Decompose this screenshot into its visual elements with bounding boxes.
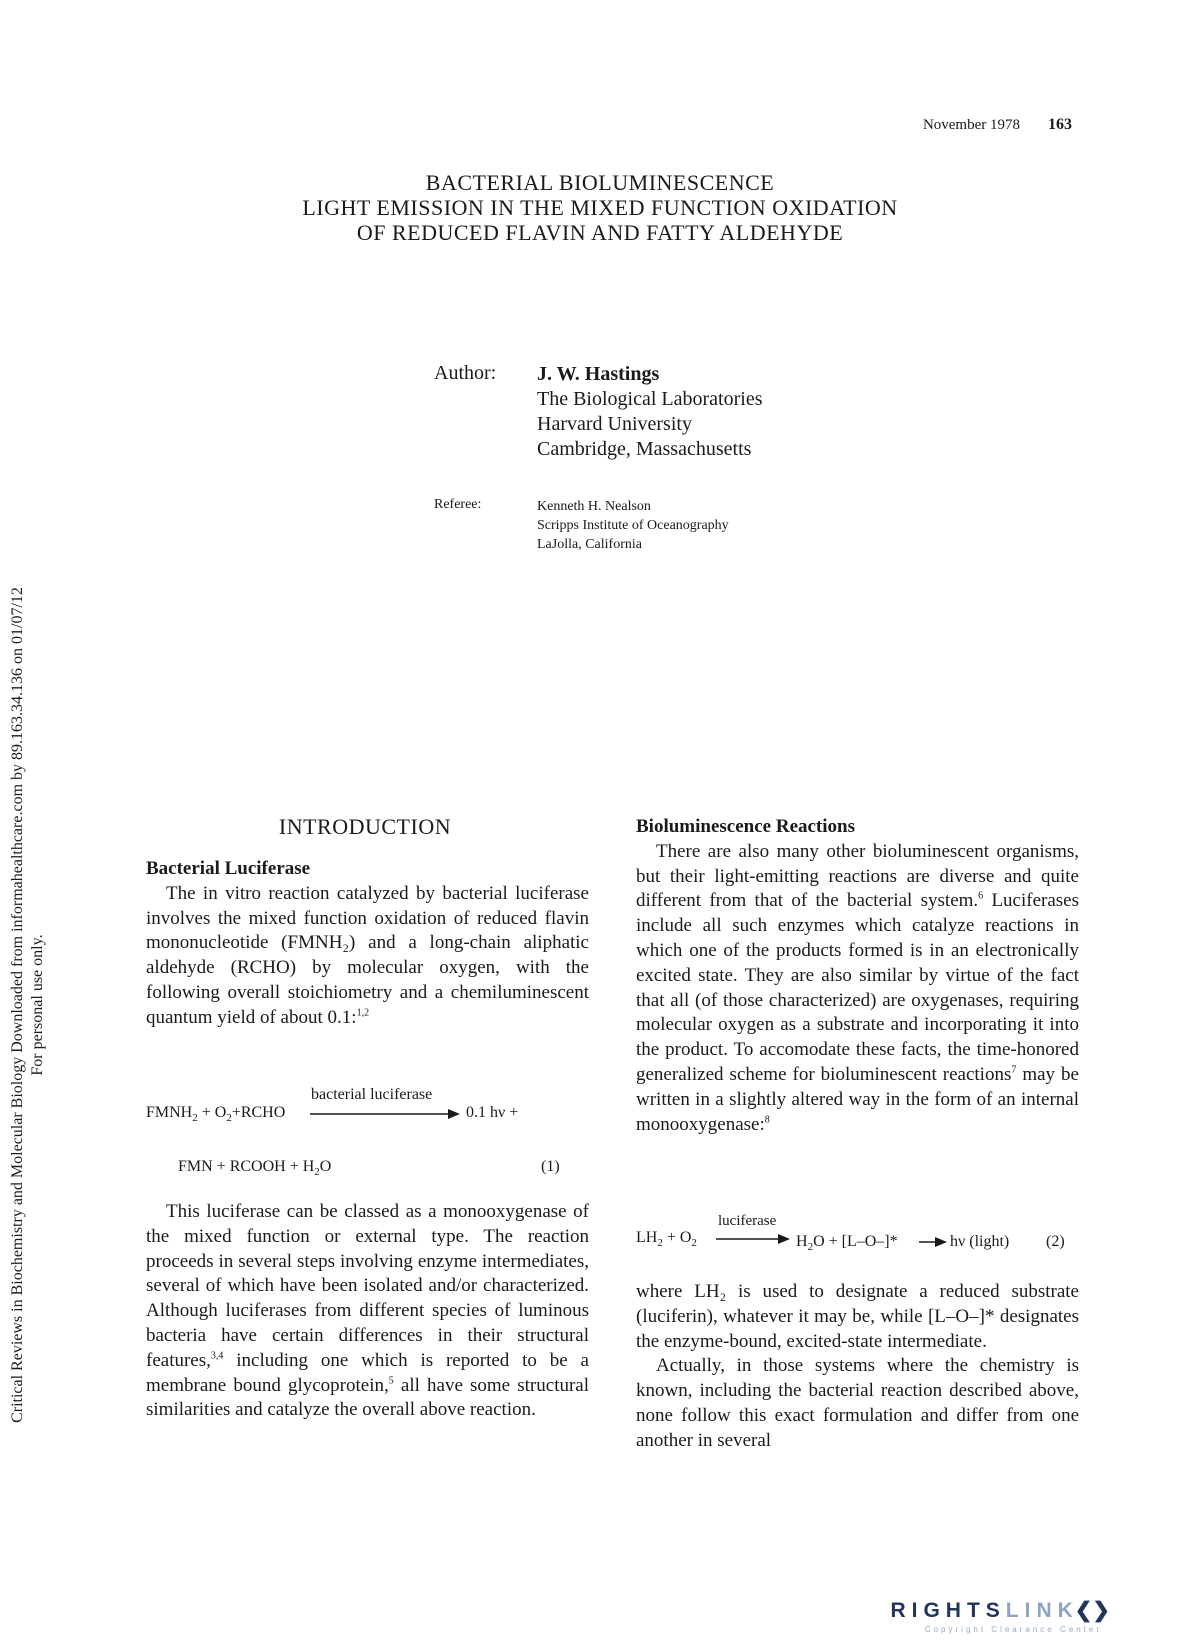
eq2-reaction-arrow: [716, 1231, 792, 1247]
subheading-bacterial-luciferase: Bacterial Luciferase: [146, 858, 311, 879]
title-line-2: LIGHT EMISSION IN THE MIXED FUNCTION OXIDATION: [302, 195, 898, 220]
title-line-1: BACTERIAL BIOLUMINESCENCE: [425, 170, 775, 195]
equation-2: [636, 1215, 1080, 1259]
bioluminescence-column-bottom: [636, 1280, 1079, 1454]
referee-block: [537, 497, 729, 554]
eq1-catalyst-label: bacterial luciferase: [311, 1086, 433, 1103]
author-name: J. W. Hastings: [537, 363, 660, 385]
watermark-line-1: Critical Reviews in Biochemistry and Molecular Biology Downloaded from informahealthcare.com by 89.163.34.136 on 01/07/12: [9, 587, 26, 1423]
intro-column-top: [146, 857, 589, 1031]
subheading-bioluminescence-reactions: Bioluminescence Reactions: [636, 816, 856, 837]
download-watermark: [8, 385, 56, 1625]
referee-affiliation-1: Scripps Institute of Oceanography: [537, 518, 729, 533]
author-affiliation-3: Cambridge, Massachusetts: [537, 438, 752, 460]
eq1-reactants: $FMNH_2$ + $O_2+RCHO$: [146, 1104, 286, 1125]
eq2-products: $H_2O + [L-O-]*$: [796, 1233, 898, 1254]
eq2-emission-arrow: [919, 1234, 949, 1250]
article-title: [0, 170, 1200, 245]
eq1-product-light: 0.1 hν +: [466, 1104, 519, 1121]
eq2-number: (2): [1046, 1233, 1065, 1250]
eq1-reaction-arrow: [310, 1106, 462, 1122]
bio-paragraph-2: where LH₂ is used to designate a reduced substrate (luciferin), whatever it may be, while [L–O–]* designates the enzyme-bound, excited-state intermediate.: [636, 1281, 1079, 1352]
bioluminescence-column-top: [636, 815, 1079, 1137]
eq2-light-product: hν (light): [950, 1233, 1010, 1250]
author-label: Author:: [434, 362, 497, 384]
eq1-number: (1): [541, 1158, 560, 1175]
eq2-reactants: $LH_2 + O_2$: [636, 1229, 697, 1250]
section-heading-introduction: INTRODUCTION: [278, 814, 452, 839]
intro-paragraph-1: The in vitro reaction catalyzed by bacterial luciferase involves the mixed function oxidation of reduced flavin mononucleotide (FMNH₂) and a long-chain aliphatic aldehyde (RCHO) by molecular oxygen, with the following overall stoichiometry and a chemiluminescent quantum yield of about 0.1:$^{1,2}$: [146, 882, 589, 1028]
rightslink-logo[interactable]: RIGHTSLINK❮❯: [890, 1599, 1110, 1622]
eq2-catalyst-label: luciferase: [718, 1213, 777, 1229]
page-number: 163: [1048, 116, 1072, 133]
referee-label: Referee:: [434, 497, 482, 512]
title-line-3: OF REDUCED FLAVIN AND FATTY ALDEHYDE: [356, 220, 844, 245]
bio-paragraph-1: There are also many other bioluminescent organisms, but their light-emitting reactions are diverse and quite different from that of the bacterial system.$^6$ Luciferases include all such enzymes which catalyze reactions in which one of the products formed is in an electronically excited state. They are also similar by virtue of the fact that all (of those characterized) are oxygenases, requiring molecular oxygen as a substrate and incorporating it into the product. To accomodate these facts, the time-honored generalized scheme for bioluminescent reactions$^7$ may be written in a slightly altered way in the form of an internal monooxygenase:$^8$: [636, 840, 1079, 1135]
author-block: [537, 362, 762, 462]
referee-affiliation-2: LaJolla, California: [537, 537, 642, 552]
rightslink-tagline: Copyright Clearance Center: [924, 1625, 1102, 1634]
intro-column-bottom: [146, 1200, 589, 1423]
watermark-line-2: For personal use only.: [29, 934, 46, 1076]
citation-superscript: 1,2: [356, 1007, 370, 1019]
referee-name: Kenneth H. Nealson: [537, 499, 651, 514]
eq1-products: FMN + RCOOH + $H_2O$: [178, 1158, 332, 1179]
issue-date: November 1978: [922, 117, 1020, 133]
rightslink-arrow-icon: ❮❯: [1074, 1599, 1110, 1622]
author-affiliation-1: The Biological Laboratories: [537, 388, 763, 410]
intro-paragraph-2: This luciferase can be classed as a monooxygenase of the mixed function or external type. The reaction proceeds in several steps involving enzyme intermediates, several of which have been isolated and/or characterized. Although luciferases from different species of luminous bacteria have certain differences in their structural features,$^{3,4}$ including one which is reported to be a membrane bound glycoprotein,$^5$ all have some structural similarities and catalyze the overall above reaction.: [146, 1201, 590, 1421]
page-header: [923, 116, 1072, 134]
equation-1: [146, 1086, 586, 1179]
bio-paragraph-3: Actually, in those systems where the chemistry is known, including the bacterial reaction described above, none follow this exact formulation and differ from one another in several: [636, 1355, 1079, 1451]
author-affiliation-2: Harvard University: [537, 413, 692, 435]
